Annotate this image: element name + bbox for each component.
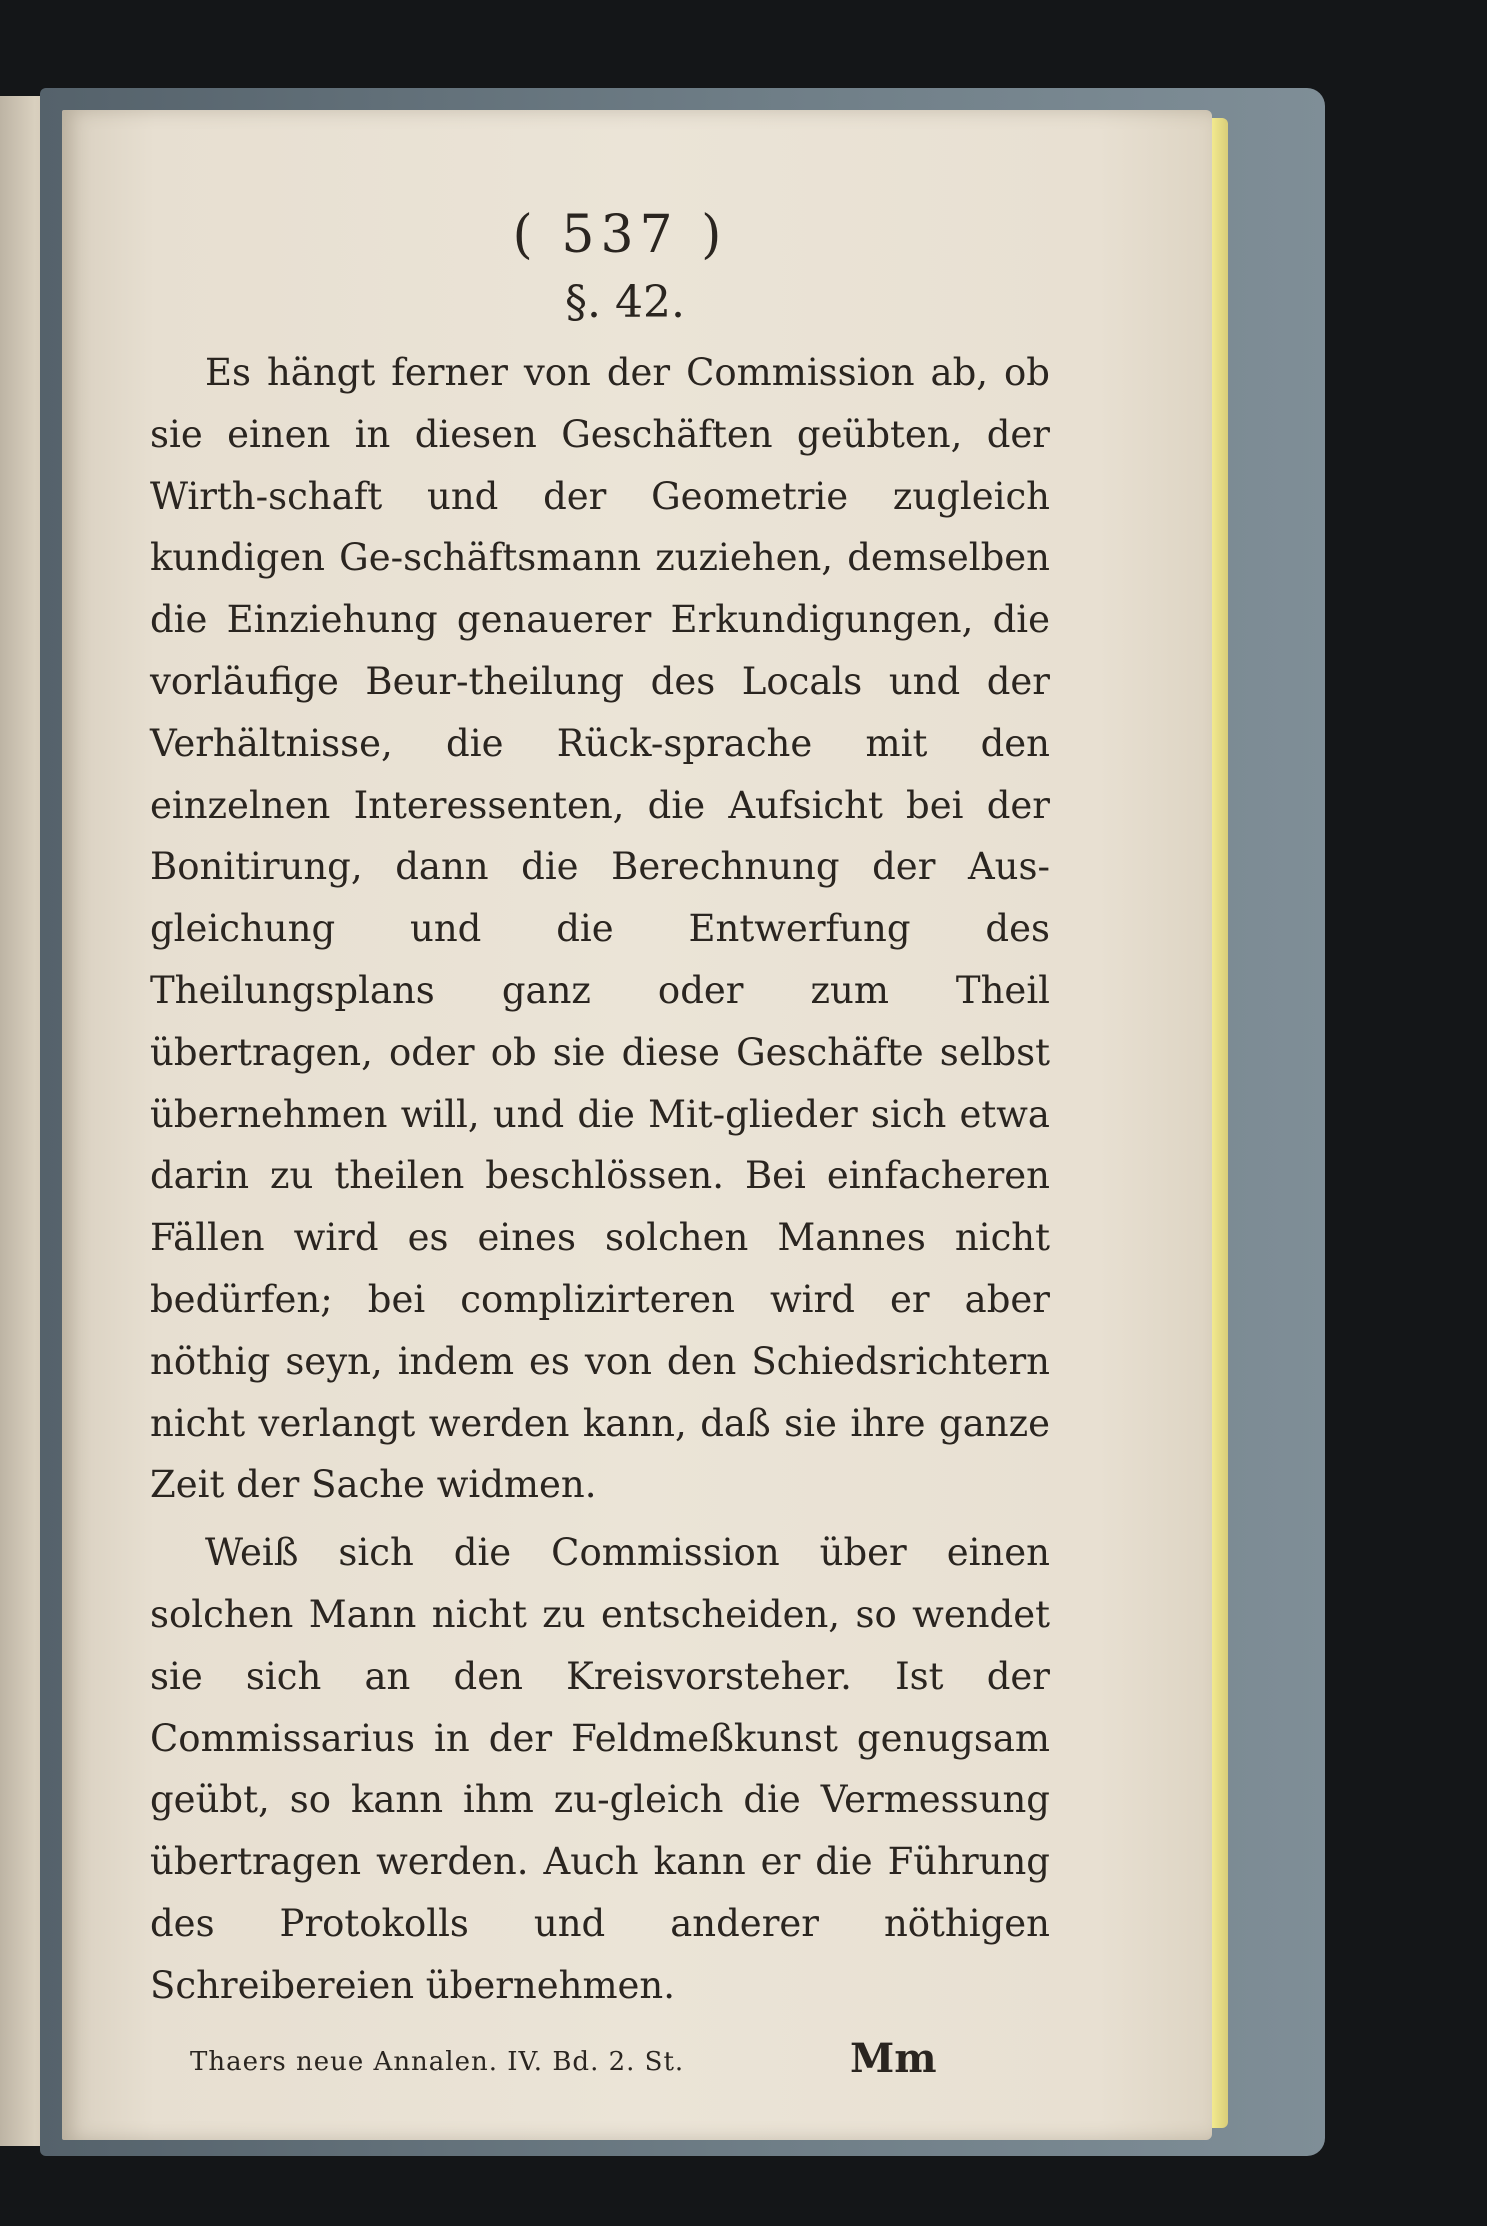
journal-reference: Thaers neue Annalen. IV. Bd. 2. St. (190, 2046, 685, 2077)
page-text (150, 205, 1050, 2095)
paragraph-1: Es hängt ferner von der Commission ab, ob sie einen in diesen Geschäften geübten, der Wirth-schaft und der Geometrie zugleich kundigen Ge-schäftsmann zuziehen, demselben die Einziehung genauerer Erkundigungen, die vorläufige Beur-theilung des Locals und der Verhältnisse, die Rück-sprache mit den einzelnen Interessenten, die Aufsicht bei der Bonitirung, dann die Berechnung der Aus-gleichung und die Entwerfung des Theilungsplans ganz oder zum Theil übertragen, oder ob sie diese Geschäfte selbst übernehmen will, und die Mit-glieder sich etwa darin zu theilen beschlössen. Bei einfacheren Fällen wird es eines solchen Mannes nicht bedürfen; bei complizirteren wird er aber nöthig seyn, indem es von den Schiedsrichtern nicht verlangt werden kann, daß sie ihre ganze Zeit der Sache widmen. (150, 351, 1050, 1507)
page-number: ( 537 ) (512, 205, 728, 265)
signature-mark: Mm (850, 2034, 937, 2082)
page-footer (150, 2035, 1050, 2095)
paragraph-2: Weiß sich die Commission über einen solchen Mann nicht zu entscheiden, so wendet sie sich an den Kreisvorsteher. Ist der Commissarius in der Feldmeßkunst genugsam geübt, so kann ihm zu-gleich die Vermessung übertragen werden. Auch kann er die Führung des Protokolls und anderer nöthigen Schreibereien übernehmen. (150, 1531, 1050, 2007)
section-heading: §. 42. (565, 277, 685, 328)
